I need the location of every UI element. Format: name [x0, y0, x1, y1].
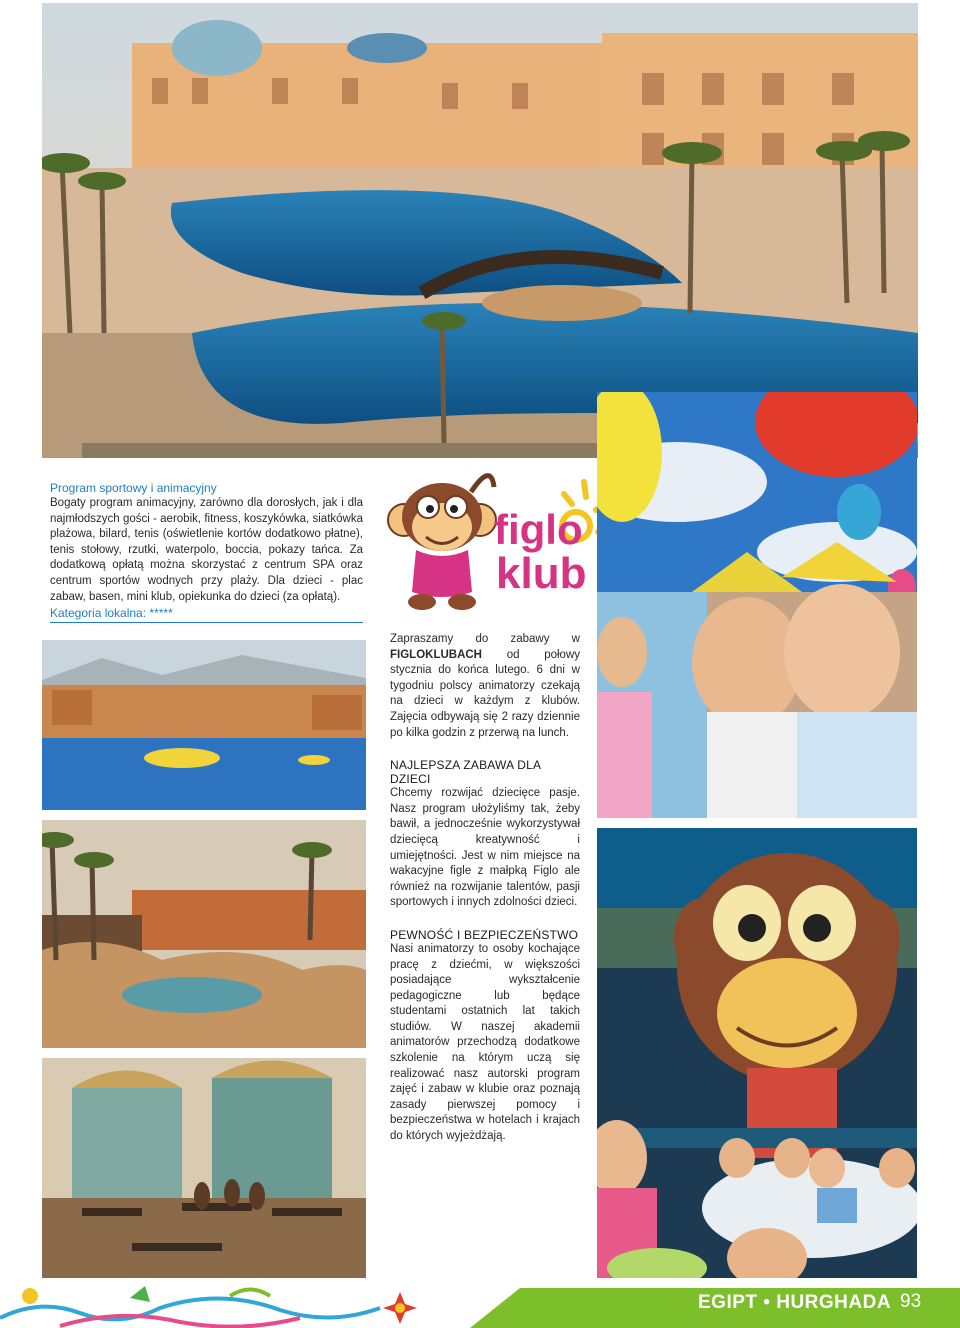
- footer-bar: [0, 1278, 960, 1328]
- figloklub-logo: [376, 462, 616, 622]
- monkey-mascot-icon: [388, 476, 496, 610]
- mascot-kids-drawing-photo: [597, 828, 917, 1278]
- hotel-category: Kategoria lokalna: *****: [50, 606, 363, 623]
- intro-text: Zapraszamy do zabawy w: [390, 633, 580, 645]
- kids-with-balloons-photo: [597, 392, 917, 818]
- section-title-best-fun: NAJLEPSZA ZABAWA DLA DZIECI: [390, 758, 541, 787]
- section-heading: Program sportowy i animacyjny: [50, 481, 217, 495]
- page-number: 93: [900, 1291, 922, 1312]
- restaurant-interior-photo: [42, 1058, 366, 1280]
- hotel-pool-photo: [42, 3, 918, 458]
- logo-word-klub: klub: [496, 549, 587, 598]
- footer-location: EGIPT • HURGHADA: [698, 1292, 892, 1313]
- beach-water-sports-photo: [42, 640, 366, 810]
- section-body: Bogaty program animacyjny, zarówno dla dorosłych, jak i dla najmłodszych gości - aerobik, fitness, koszykówka, siatkówka plażowa, bilard, tenis (oświetlenie kortów dodatkowo płatne), tenis stołowy, rzutki, waterpolo, boccia, pokazy tańca. Za dodatkową opłatą można skorzystać z centrum SPA oraz centrum sportów wodnych przy plaży. Dla dzieci - plac zabaw, basen, mini klub, opiekunka do dzieci (za opłatą).: [50, 497, 363, 603]
- sport-program-section: [50, 480, 363, 623]
- figlo-intro: [390, 632, 580, 741]
- rock-garden-pool-photo: [42, 820, 366, 1048]
- logo-word-figlo: figlo: [494, 506, 583, 553]
- section-title-safety: PEWNOŚĆ I BEZPIECZEŃSTWO: [390, 927, 579, 942]
- intro-bold: FIGLOKLUBACH: [390, 648, 482, 661]
- section-body-safety: Nasi animatorzy to osoby kochające pracę z dziećmi, w większości posiadające wykształcenie pedagogiczne lub będące studentami ostatnich lat takich studiów. W naszej akademii animatorów przechodzą dodatkowe szkolenie na którym uczą się realizować nasz autorski program zajęć i zabaw w klubie oraz poznają zasady pierwszej pomocy i bezpieczeństwa w hotelach i krajach do których wyjeżdżają.: [390, 942, 580, 1143]
- figloklub-text: [390, 632, 580, 1145]
- intro-text-rest: od połowy stycznia do końca lutego. 6 dni w tygodniu polscy animatorzy czekają na dzieci w każdym z klubów. Zajęcia odbywają się 2 razy dziennie po kilka godzin z przerwą na lunch.: [390, 648, 580, 739]
- section-body-best-fun: Chcemy rozwijać dziecięce pasje. Nasz program ułożyliśmy tak, żeby bawił, a jednocześnie wykorzystywał dziecięcą kreatywność i umiejętności. Jest w nim miejsce na wakacyjne figle z małpką Figlo ale również na rozwijanie talentów, pasji sportowych i innych zdolności dzieci.: [390, 787, 580, 909]
